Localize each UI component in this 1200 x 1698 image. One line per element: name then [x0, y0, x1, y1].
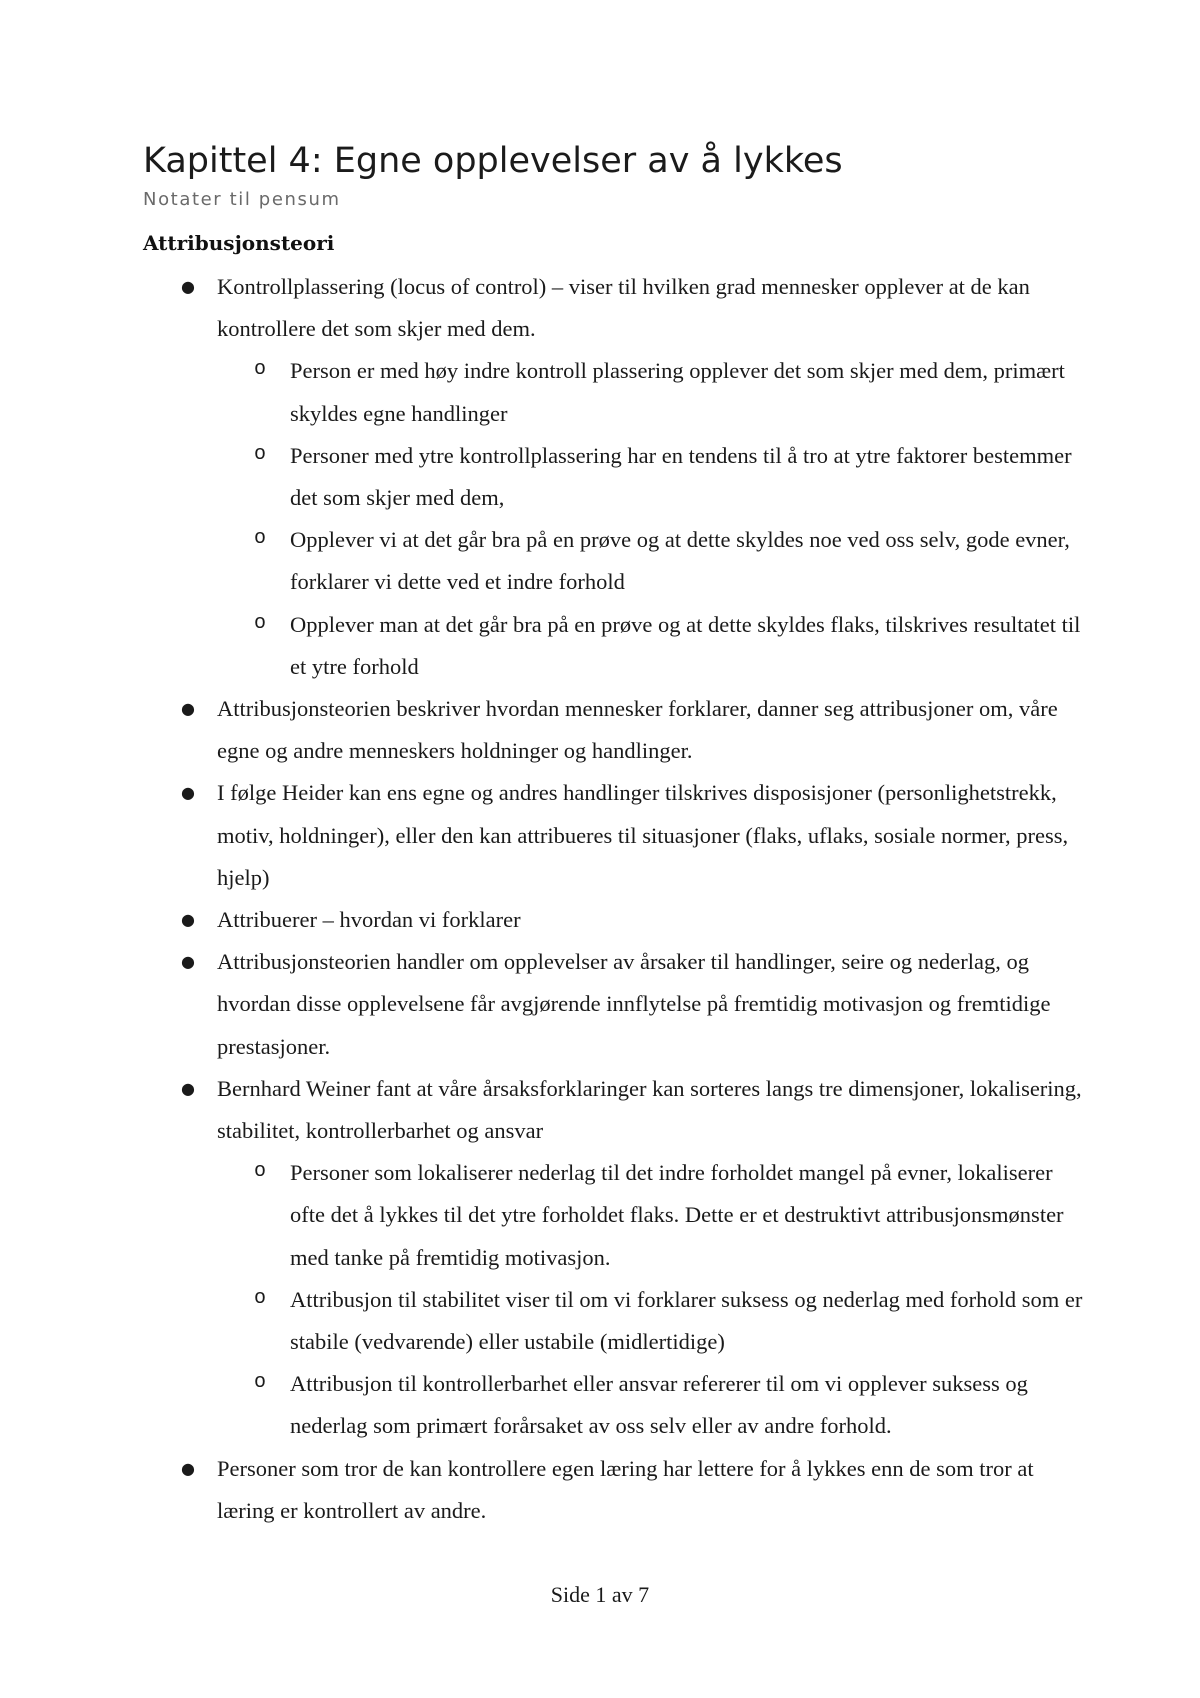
bullet-dot-icon: ●: [181, 277, 195, 296]
sub-list-item: [217, 1152, 1083, 1279]
sub-list-item: [217, 435, 1083, 519]
list-item: [143, 1068, 1083, 1448]
sub-bullet-list: [217, 350, 1083, 688]
circle-bullet-icon: o: [254, 527, 267, 551]
page-footer: Side 1 av 7: [550, 1582, 650, 1607]
sub-list-item-text: Attribusjon til kontrollerbarhet eller ansvar refererer til om vi opplever suksess og nederlag som primært forårsaket av oss selv eller av andre forhold.: [290, 1371, 1028, 1439]
list-item-text: Attribuerer – hvordan vi forklarer: [217, 907, 521, 933]
list-item-text: Attribusjonsteorien handler om opplevelser av årsaker til handlinger, seire og nederlag, og hvordan disse opplevelsene får avgjørende innflytelse på fremtidig motivasjon og fremtidige prestasjoner.: [217, 949, 1051, 1059]
bullet-dot-icon: ●: [181, 910, 195, 930]
list-item-text: I følge Heider kan ens egne og andres handlinger tilskrives disposisjoner (personlighetstrekk, motiv, holdninger), eller den kan attribueres til situasjoner (flaks, uflaks, sosiale normer, press, hjelp): [217, 780, 1069, 890]
sub-bullet-list: [217, 1152, 1083, 1447]
list-item: [143, 1448, 1083, 1532]
sub-list-item: [217, 1279, 1083, 1363]
list-item-text: Kontrollplassering (locus of control) – viser til hvilken grad mennesker opplever at de kan kontrollere det som skjer med dem.: [217, 274, 1030, 342]
sub-list-item: [217, 604, 1083, 688]
sub-list-item-text: Personer med ytre kontrollplassering har en tendens til å tro at ytre faktorer bestemmer det som skjer med dem,: [290, 442, 1072, 511]
sub-list-item: [217, 519, 1083, 603]
list-item-text: Bernhard Weiner fant at våre årsaksforklaringer kan sorteres langs tre dimensjoner, lokalisering, stabilitet, kontrollerbarhet og ansvar: [217, 1075, 1082, 1144]
document-subtitle: Notater til pensum: [143, 189, 341, 210]
circle-bullet-icon: o: [254, 1371, 267, 1395]
bullet-dot-icon: ●: [181, 1458, 195, 1478]
list-item: [143, 941, 1083, 1068]
circle-bullet-icon: o: [254, 611, 267, 635]
sub-list-item-text: Opplever man at det går bra på en prøve og at dette skyldes flaks, tilskrives resultatet til et ytre forhold: [290, 611, 1081, 679]
notes-list: [143, 266, 1083, 1532]
document-title: Kapittel 4: Egne opplevelser av å lykkes: [143, 141, 843, 181]
list-item-text: Personer som tror de kan kontrollere egen læring har lettere for å lykkes enn de som tror at læring er kontrollert av andre.: [217, 1455, 1034, 1523]
sub-list-item-text: Attribusjon til stabilitet viser til om vi forklarer suksess og nederlag med forhold som er stabile (vedvarende) eller ustabile (midlertidige): [290, 1286, 1083, 1355]
bullet-dot-icon: ●: [181, 1078, 195, 1098]
bullet-dot-icon: ●: [181, 699, 195, 719]
sub-list-item: [217, 1363, 1083, 1447]
circle-bullet-icon: o: [254, 442, 267, 466]
list-item: [143, 266, 1083, 688]
sub-list-item: [217, 350, 1083, 434]
circle-bullet-icon: o: [254, 358, 267, 382]
circle-bullet-icon: o: [254, 1160, 267, 1184]
bullet-dot-icon: ●: [181, 783, 195, 803]
list-item: [143, 899, 1083, 941]
bullet-dot-icon: ●: [181, 952, 195, 972]
list-item-text: Attribusjonsteorien beskriver hvordan mennesker forklarer, danner seg attribusjoner om, våre egne og andre menneskers holdninger og handlinger.: [217, 696, 1058, 764]
bullet-list: [143, 266, 1083, 1532]
sub-list-item-text: Personer som lokaliserer nederlag til det indre forholdet mangel på evner, lokaliserer ofte det å lykkes til det ytre forholdet flaks. Dette er et destruktivt attribusjonsmønster med tanke på fremtidig motivasjon.: [290, 1160, 1064, 1270]
sub-list-item-text: Person er med høy indre kontroll plassering opplever det som skjer med dem, primært skyldes egne handlinger: [290, 358, 1065, 426]
list-item: [143, 772, 1083, 899]
sub-list-item-text: Opplever vi at det går bra på en prøve og at dette skyldes noe ved oss selv, gode evner, forklarer vi dette ved et indre forhold: [290, 527, 1070, 595]
section-heading: Attribusjonsteori: [143, 231, 335, 255]
list-item: [143, 688, 1083, 772]
circle-bullet-icon: o: [254, 1286, 267, 1310]
